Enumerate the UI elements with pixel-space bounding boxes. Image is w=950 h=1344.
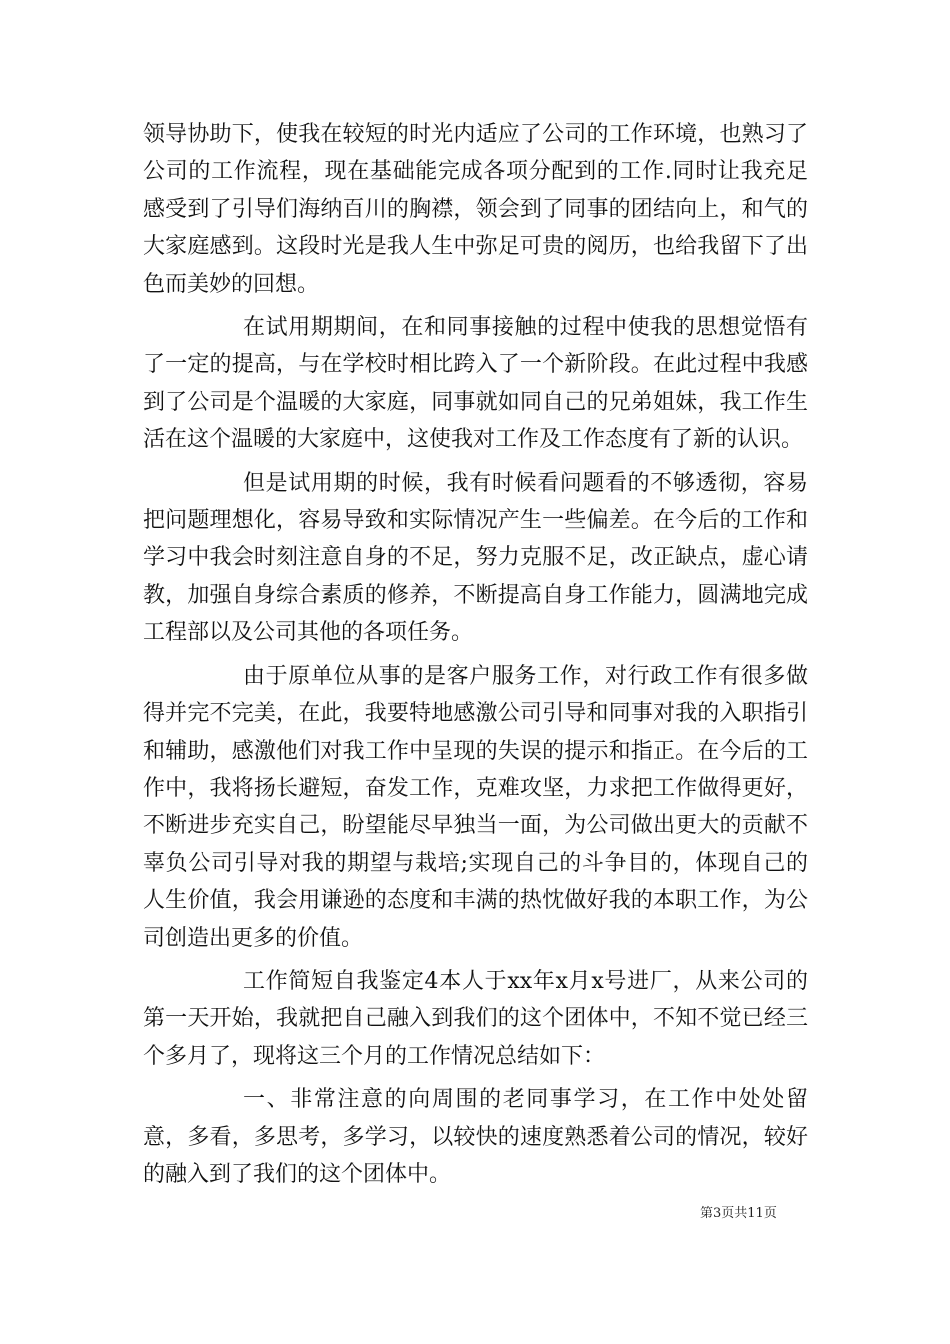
- paragraph-2: 在试用期期间，在和同事接触的过程中使我的思想觉悟有了一定的提高，与在学校时相比跨入了一个新阶段。在此过程中我感到了公司是个温暖的大家庭，同事就如同自己的兄弟姐妹，我工作生活在这个温暖的大家庭中，这使我对工作及工作态度有了新的认识。: [143, 315, 808, 453]
- page-number-footer: 第3页共11页: [700, 1206, 777, 1221]
- paragraph-4: 由于原单位从事的是客户服务工作，对行政工作有很多做得并完不完美，在此，我要特地感激公司引导和同事对我的入职指引和辅助，感激他们对我工作中呈现的失误的提示和指正。在今后的工作中，我将扬长避短，奋发工作，克难攻坚，力求把工作做得更好，不断进步充实自己，盼望能尽早独当一面，为公司做出更大的贡献不辜负公司引导对我的期望与栽培;实现自己的斗争目的，体现自己的人生价值，我会用谦逊的态度和丰满的热忱做好我的本职工作，为公司创造出更多的价值。: [143, 663, 808, 951]
- document-body: [143, 116, 808, 1199]
- paragraph-6: 一、非常注意的向周围的老同事学习，在工作中处处留意，多看，多思考，多学习，以较快的速度熟悉着公司的情况，较好的融入到了我们的这个团体中。: [143, 1087, 808, 1187]
- paragraph-5: 工作简短自我鉴定4本人于xx年x月x号进厂，从来公司的第一天开始，我就把自己融入到我们的这个团体中，不知不觉已经三个多月了，现将这三个月的工作情况总结如下：: [143, 968, 808, 1069]
- paragraph-3: 但是试用期的时候，我有时候看问题看的不够透彻，容易把问题理想化，容易导致和实际情况产生一些偏差。在今后的工作和学习中我会时刻注意自身的不足，努力克服不足，改正缺点，虚心请教，加强自身综合素质的修养，不断提高自身工作能力，圆满地完成工程部以及公司其他的各项任务。: [143, 470, 808, 646]
- paragraph-1: 领导协助下，使我在较短的时光内适应了公司的工作环境，也熟习了公司的工作流程，现在基础能完成各项分配到的工作.同时让我充足感受到了引导们海纳百川的胸襟，领会到了同事的团结向上，和气的大家庭感到。这段时光是我人生中弥足可贵的阅历，也给我留下了出色而美妙的回想。: [143, 122, 808, 297]
